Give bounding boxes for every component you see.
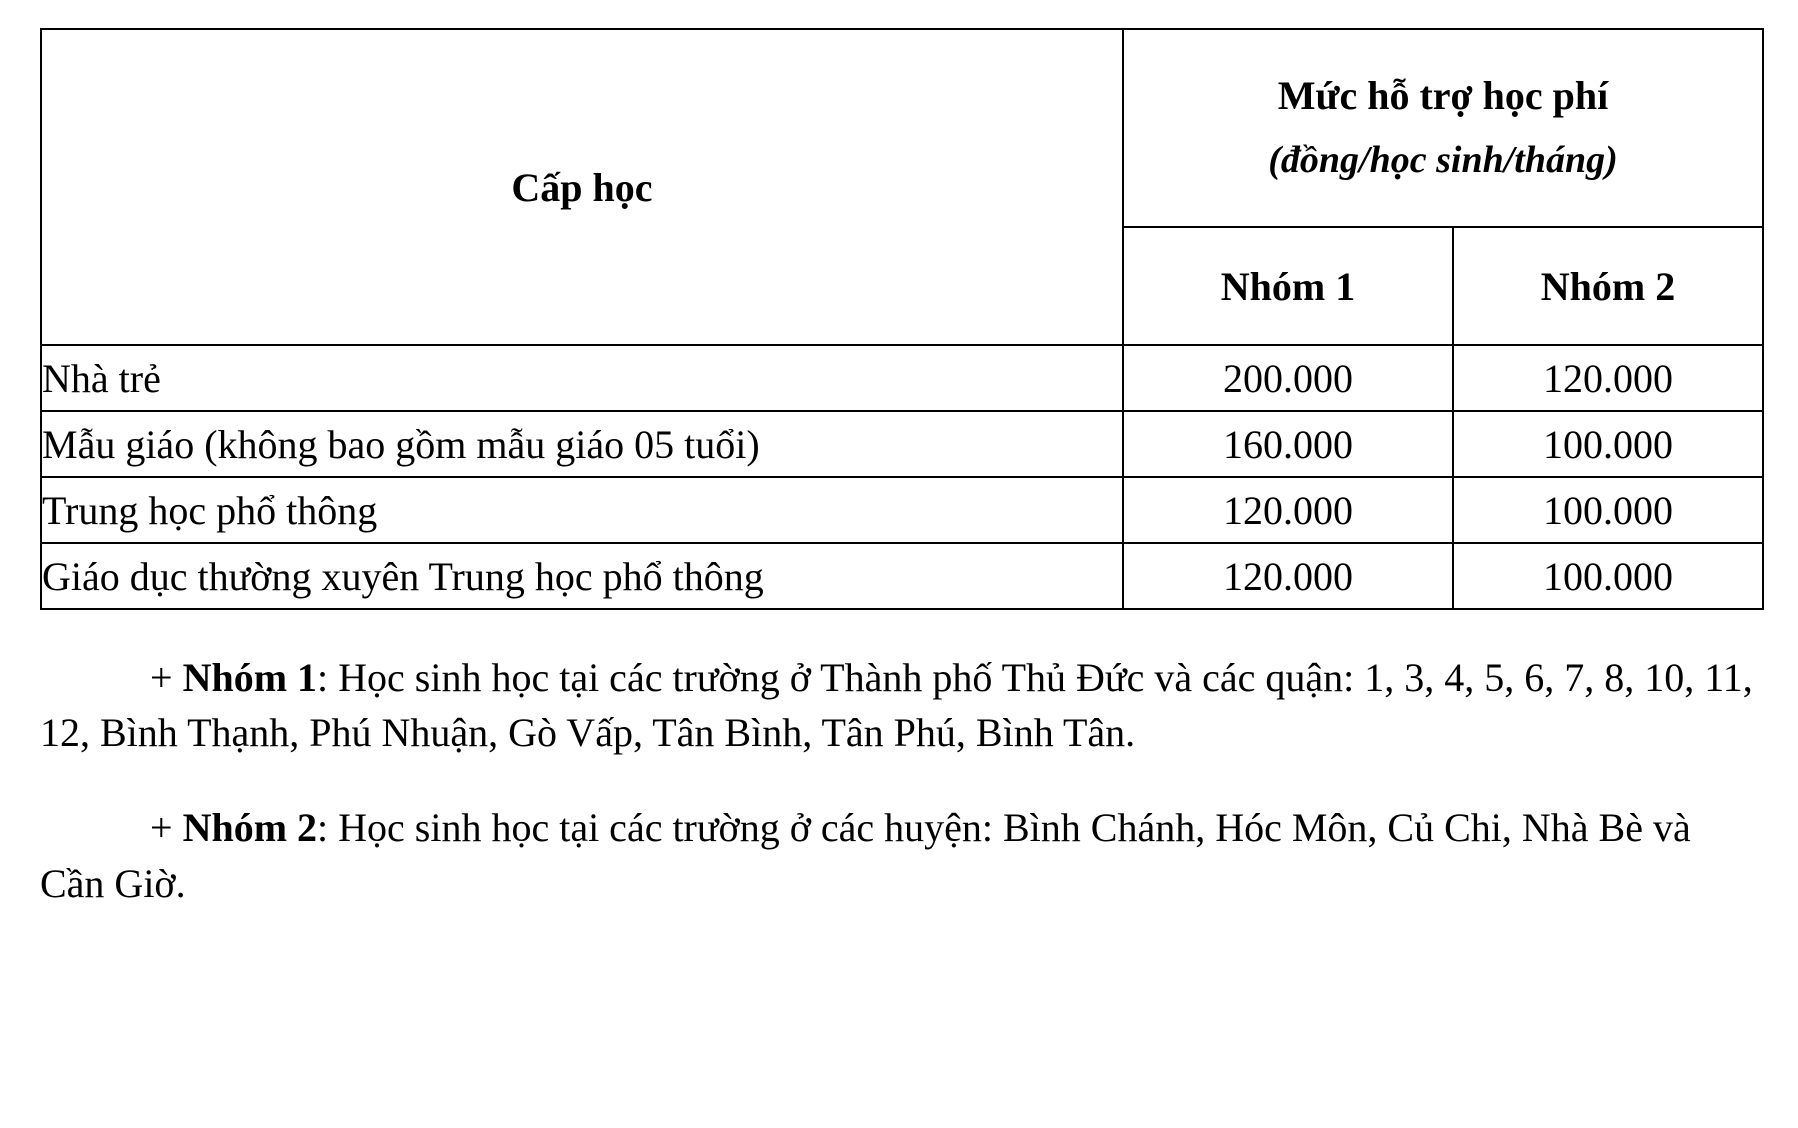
cell-level: Nhà trẻ bbox=[41, 345, 1123, 411]
notes-section bbox=[40, 650, 1762, 911]
cell-group2-amount: 100.000 bbox=[1453, 477, 1763, 543]
cell-level: Mẫu giáo (không bao gồm mẫu giáo 05 tuổi) bbox=[41, 411, 1123, 477]
cell-group1-amount: 200.000 bbox=[1123, 345, 1453, 411]
cell-group1-amount: 160.000 bbox=[1123, 411, 1453, 477]
cell-group2-amount: 120.000 bbox=[1453, 345, 1763, 411]
table-header bbox=[41, 29, 1763, 345]
note-label: Nhóm 1 bbox=[182, 655, 318, 700]
table-row bbox=[41, 543, 1763, 609]
header-group-2: Nhóm 2 bbox=[1453, 227, 1763, 345]
table-row bbox=[41, 411, 1763, 477]
cell-level: Giáo dục thường xuyên Trung học phổ thông bbox=[41, 543, 1123, 609]
table-row bbox=[41, 345, 1763, 411]
note-marker: + bbox=[150, 805, 183, 851]
cell-level: Trung học phổ thông bbox=[41, 477, 1123, 543]
note-group-2 bbox=[40, 800, 1762, 910]
cell-group2-amount: 100.000 bbox=[1453, 411, 1763, 477]
header-support-unit: (đồng/học sinh/tháng) bbox=[1268, 139, 1618, 182]
note-text: : Học sinh học tại các trường ở Thành phố Thủ Đức và các quận: 1, 3, 4, 5, 6, 7, 8, 10, 11, 12, Bình Thạnh, Phú Nhuận, Gò Vấp, Tân Bình, Tân Phú, Bình Tân. bbox=[40, 655, 1753, 756]
header-group-1: Nhóm 1 bbox=[1123, 227, 1453, 345]
cell-group1-amount: 120.000 bbox=[1123, 543, 1453, 609]
header-support-title: Mức hỗ trợ học phí bbox=[1277, 73, 1609, 119]
note-marker: + bbox=[150, 655, 183, 700]
table-header-row-1 bbox=[41, 29, 1763, 227]
tuition-support-table bbox=[40, 28, 1764, 610]
note-label: Nhóm 2 bbox=[182, 805, 318, 851]
note-text: : Học sinh học tại các trường ở các huyện: Bình Chánh, Hóc Môn, Củ Chi, Nhà Bè và Cần Giờ. bbox=[40, 805, 1691, 906]
table-body bbox=[41, 345, 1763, 609]
cell-group2-amount: 100.000 bbox=[1453, 543, 1763, 609]
table-row bbox=[41, 477, 1763, 543]
cell-group1-amount: 120.000 bbox=[1123, 477, 1453, 543]
header-level: Cấp học bbox=[41, 29, 1123, 345]
note-group-1 bbox=[40, 650, 1762, 760]
header-support-amount bbox=[1123, 29, 1763, 227]
